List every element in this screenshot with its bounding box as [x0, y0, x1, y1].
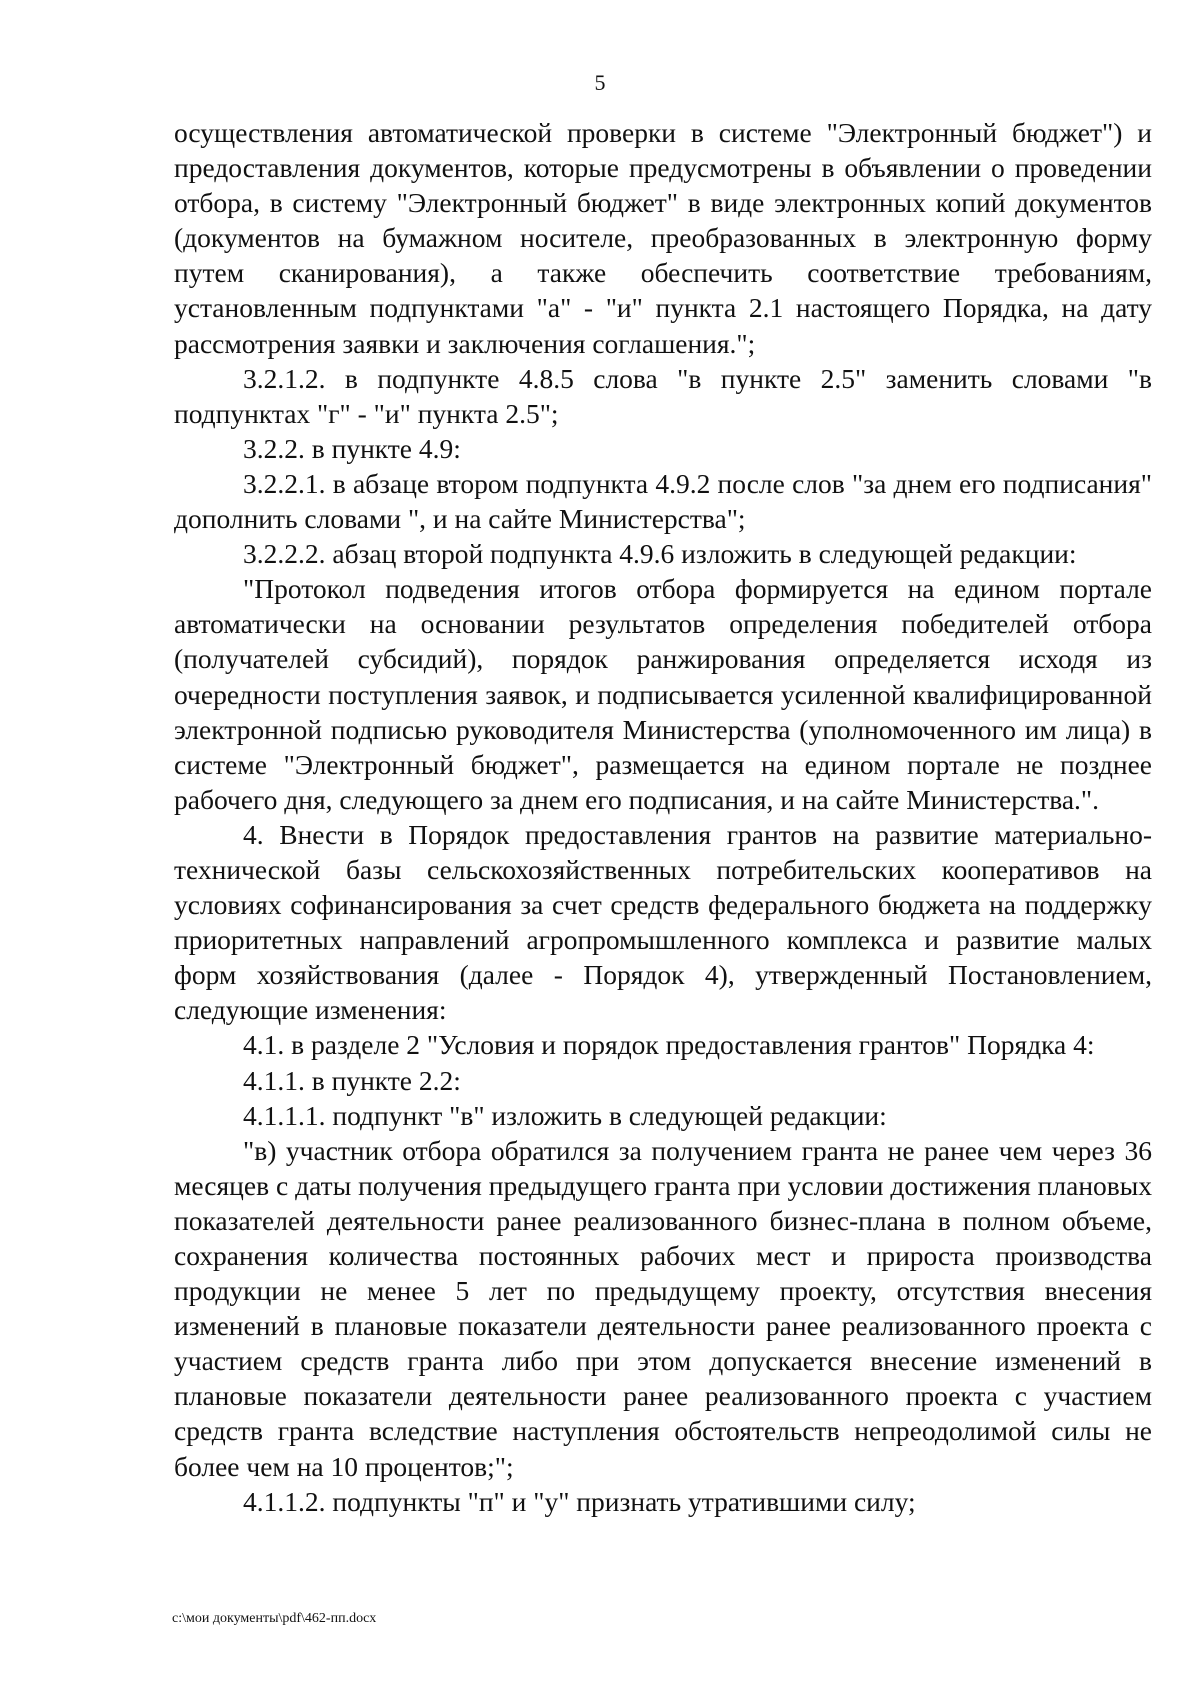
paragraph-4-1-1-2: 4.1.1.2. подпункты "п" и "у" признать утратившими силу; — [243, 1485, 916, 1517]
paragraph-subpoint-v-quote: "в) участник отбора обратился за получением гранта не ранее чем через 36 месяцев с даты получения предыдущего гранта при условии достижения плановых показателей деятельности ранее реализованного бизнес-плана в полном объеме, сохранения количества постоянных рабочих мест и прироста производства продукции не менее 5 лет по предыдущему проекту, отсутствия внесения изменений в плановые показатели деятельности ранее реализованного проекта с участием средств гранта либо при этом допускается внесение изменений в плановые показатели деятельности ранее реализованного проекта с участием средств гранта вследствие наступления обстоятельств непреодолимой силы не более чем на 10 процентов;"; — [174, 1134, 1152, 1482]
document-body — [174, 115, 1152, 1519]
paragraph-protocol-quote: "Протокол подведения итогов отбора формируется на едином портале автоматически на основании результатов определения победителей отбора (получателей субсидий), порядок ранжирования определяется исходя из очередности поступления заявок, и подписывается усиленной квалифицированной электронной подписью руководителя Министерства (уполномоченного им лица) в системе "Электронный бюджет", размещается на едином портале не позднее рабочего дня, следующего за днем его подписания, и на сайте Министерства.". — [174, 573, 1152, 815]
paragraph-3-2-1-2: 3.2.1.2. в подпункте 4.8.5 слова "в пункте 2.5" заменить словами "в подпунктах "г" - "и" пункта 2.5"; — [174, 362, 1152, 429]
page-number: 5 — [594, 70, 606, 95]
paragraph-3-2-2-2: 3.2.2.2. абзац второй подпункта 4.9.6 изложить в следующей редакции: — [243, 538, 1077, 570]
paragraph-3-2-2: 3.2.2. в пункте 4.9: — [243, 432, 461, 464]
paragraph-4-1-1-1: 4.1.1.1. подпункт "в" изложить в следующей редакции: — [243, 1099, 887, 1131]
paragraph-continuation: осуществления автоматической проверки в системе "Электронный бюджет") и предоставления документов, которые предусмотрены в объявлении о проведении отбора, в систему "Электронный бюджет" в виде электронных копий документов (документов на бумажном носителе, преобразованных в электронную форму путем сканирования), а также обеспечить соответствие требованиям, установленным подпунктами "а" - "и" пункта 2.1 настоящего Порядка, на дату рассмотрения заявки и заключения соглашения."; — [174, 117, 1152, 359]
paragraph-4-1-1: 4.1.1. в пункте 2.2: — [243, 1064, 461, 1096]
paragraph-4: 4. Внести в Порядок предоставления грантов на развитие материально-технической базы сельскохозяйственных потребительских кооперативов на условиях софинансирования за счет средств федерального бюджета на поддержку приоритетных направлений агропромышленного комплекса и развитие малых форм хозяйствования (далее - Порядок 4), утвержденный Постановлением, следующие изменения: — [174, 818, 1152, 1026]
footer-file-path: c:\мои документы\pdf\462-пп.docx — [172, 1611, 377, 1626]
paragraph-3-2-2-1: 3.2.2.1. в абзаце втором подпункта 4.9.2 после слов "за днем его подписания" дополнить словами ", и на сайте Министерства"; — [174, 467, 1152, 535]
paragraph-4-1: 4.1. в разделе 2 "Условия и порядок предоставления грантов" Порядка 4: — [243, 1029, 1095, 1061]
